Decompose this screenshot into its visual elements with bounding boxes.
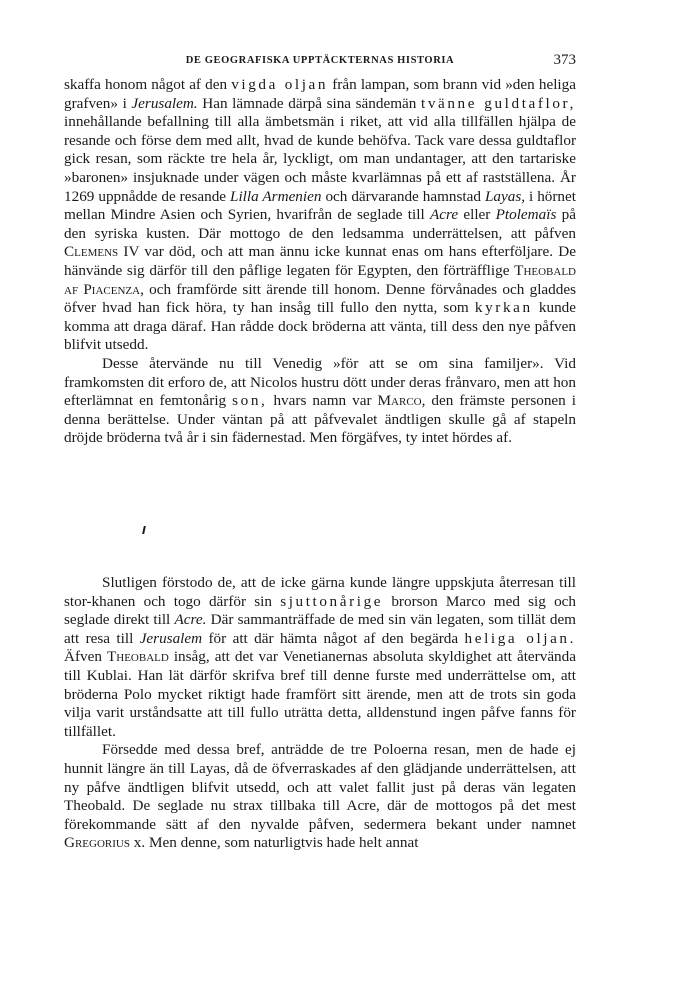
small-caps-text: Marco, <box>377 392 426 410</box>
text-run: Försedde med dessa bref, anträdde de tre Poloerna resan, men de hade ej hunnit längre än till Layas, då de öfverraskades af den glädjande underrättelsen, att ny påfve ändtligen blifvit utsedd, och att valet fallit just på deras vän legaten Theobald. De seglade nu strax tillbaka till Acre, där de mottogos på det mest förekommande sätt af den nyvalde påfven, sedermera bekant under namnet <box>64 741 576 833</box>
text-run: från lampan, som brann vid »den heliga grafven» i <box>64 76 576 112</box>
text-run: i hörnet mellan Mindre Asien och Syrien, hvarifrån de seglade till <box>64 187 576 224</box>
text-run: brorson Marco med sig och seglade direkt till <box>64 592 576 629</box>
spaced-text: kyrkan <box>474 299 533 317</box>
page-header <box>64 52 576 72</box>
text-run: Slutligen förstodo de, att de icke gärna kunde längre uppskjuta återresan till stor-khanen och togo därför sin <box>64 574 576 610</box>
text-run: på den syriska kusten. Där mottogo de den ledsamma underrättelsen, att påfven <box>64 206 576 242</box>
paragraph <box>64 76 576 355</box>
text-run: eller <box>458 206 496 224</box>
small-caps-text: Gregorius <box>64 834 130 852</box>
text-run: Han lämnade därpå sina sändemän <box>197 94 421 112</box>
text-run: och därvarande hamnstad <box>321 187 485 205</box>
italic-text: Jerusalem. <box>131 94 198 112</box>
paragraph <box>64 574 576 741</box>
text-run: Där sammanträffade de med sin vän legaten, som tillät dem att resa till <box>64 611 576 647</box>
spaced-text: vigda oljan <box>231 76 329 93</box>
italic-text: Lilla Armenien <box>230 187 322 205</box>
small-caps-text: Theobald af Piacenza, <box>64 261 576 298</box>
text-run: innehållande befallning till alla ämbetsmän i riket, att vid alla tillfällen hjälpa de resande och förse dem med allt, hvad de kunde behöfva. Tack vare dessa guldtaflor gick resan, som räckte tre hela år, lyckligt, om man undantager, att den tartariske »baronen» insjuknade under vägen och måste kvarlämnas på ett af rastställena. År 1269 uppnådde de resande <box>64 113 576 205</box>
italic-text: Acre <box>429 206 459 224</box>
text-run: skaffa honom något af den <box>64 76 232 93</box>
stray-mark <box>142 526 146 534</box>
text-run: insåg, att det var Venetianernas absoluta skyldighet att återvända till Kublai. Han lät därför skrifva bref till denne furste med underrättelse om, att bröderna Polo mycket riktigt hade framfört sitt ärende, men att de trots sin goda vilja varit urståndsatte att till fullo uträtta detta, alldenstund ingen påfve fanns för tillfället. <box>64 648 576 740</box>
text-run: den främste personen i denna berättelse. Under väntan på att påfvevalet ändtligen skulle gå af stapeln dröjde bröderna två år i sin fädernestad. Men förgäfves, ty intet hördes af. <box>64 392 576 447</box>
text-block-top <box>64 76 576 448</box>
italic-text: Ptolemaïs <box>495 206 557 224</box>
text-run: kunde komma att draga däraf. Han rådde dock bröderna att vänta, till dess den nye påfven blifvit utsedd. <box>64 299 576 354</box>
text-run: för att där hämta något af den begärda <box>202 629 465 647</box>
italic-text: Layas, <box>484 187 526 205</box>
spaced-text: son, <box>232 392 268 410</box>
text-block-bottom <box>64 574 576 853</box>
paragraph <box>64 741 576 853</box>
text-run: Äfven <box>64 648 107 666</box>
text-run: Desse återvände nu till Venedig »för att se om sina familjer». Vid framkomsten dit erforo de, att Nicolos hustru dött under deras frånvaro, men att hon efterlämnat en femtonårig <box>64 354 576 410</box>
text-run: hvars namn var <box>267 392 378 410</box>
small-caps-text: Theobald <box>106 648 169 666</box>
italic-text: Acre. <box>174 611 207 629</box>
spaced-text: sjuttonårige <box>280 592 384 610</box>
spaced-text: heliga oljan. <box>464 629 577 647</box>
text-run: x. Men denne, som naturligtvis hade helt annat <box>129 834 419 852</box>
italic-text: Jerusalem <box>139 629 203 647</box>
small-caps-text: Clemens <box>64 243 119 261</box>
paragraph <box>64 355 576 448</box>
text-run: IV var död, och att man ännu icke kunnat enas om hans efterföljare. De hänvände sig därför till den påflige legaten för Egypten, den förträfflige <box>64 243 576 279</box>
running-head: DE GEOGRAFISKA UPPTÄCKTERNAS HISTORIA <box>185 55 455 66</box>
text-run: och framförde sitt ärende till honom. Denne förvånades och gladdes öfver hvad han fick höra, ty han insåg till fullo den nytta, som <box>64 280 576 317</box>
page-number: 373 <box>553 52 576 68</box>
spaced-text: tvänne guldtaflor, <box>421 94 576 112</box>
